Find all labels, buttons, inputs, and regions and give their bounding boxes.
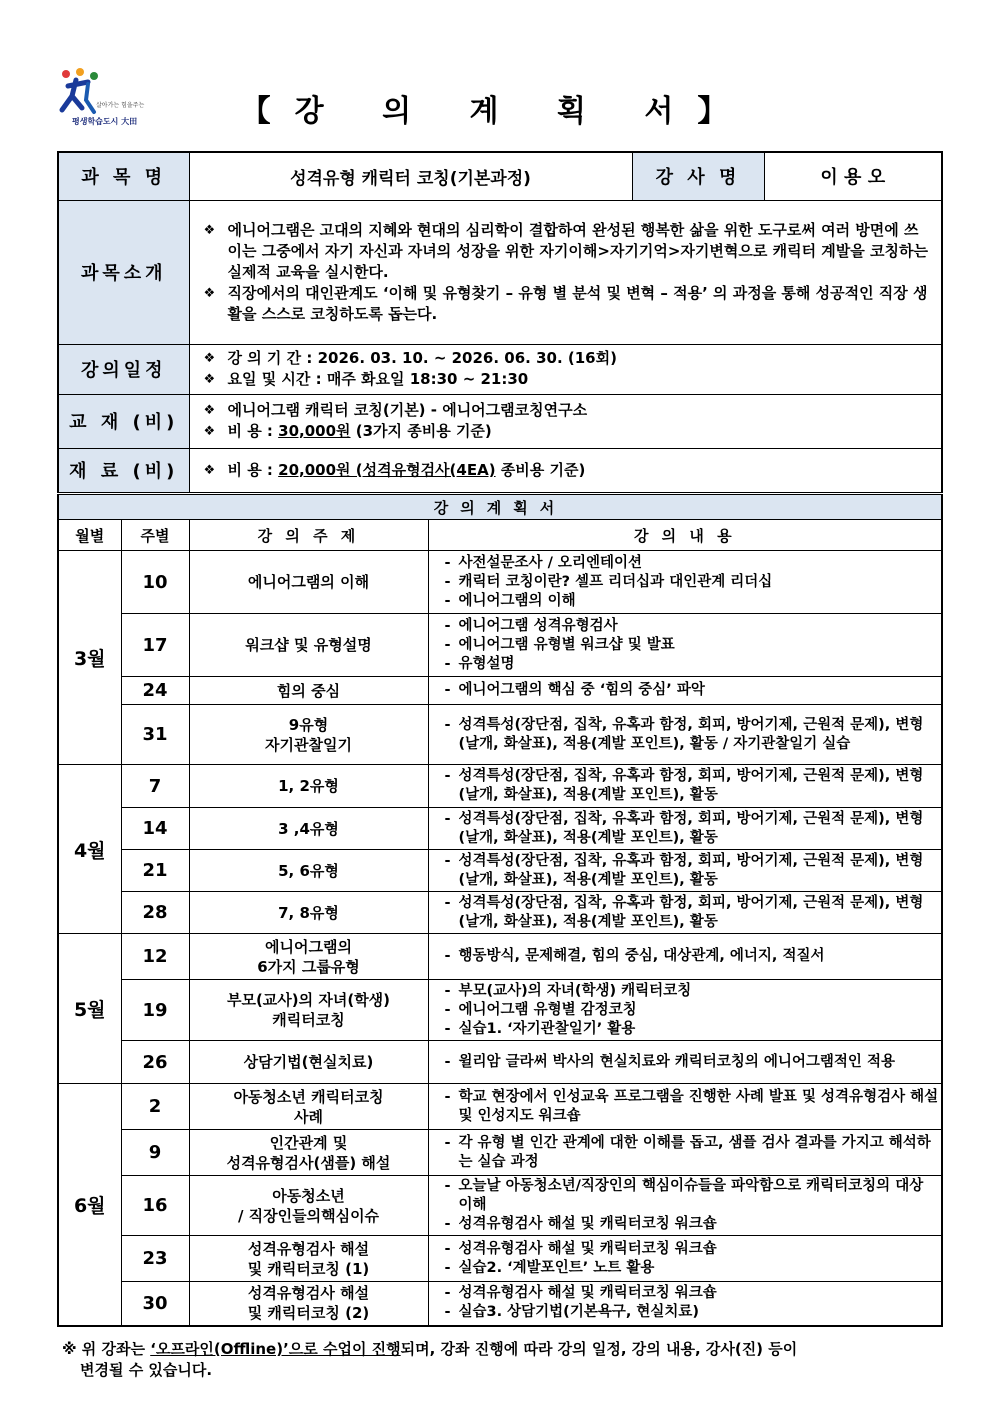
textbook-value (189, 394, 942, 448)
week-cell: 17 (121, 614, 189, 677)
plan-row (58, 980, 942, 1041)
col-content: 강 의 내 용 (428, 520, 942, 551)
content-line: - 에니어그램의 핵심 중 ‘힘의 중심’ 파악 (443, 681, 942, 700)
week-cell: 14 (121, 808, 189, 850)
intro-row (58, 200, 942, 344)
content-line: - 에니어그램 성격유형검사 (443, 617, 942, 636)
topic-line: 캐릭터코칭 (272, 1011, 345, 1029)
col-month: 월별 (58, 520, 121, 551)
content-cell (428, 934, 942, 980)
intro-item: ❖ 에니어그램은 고대의 지혜와 현대의 심리학이 결합하여 완성된 행복한 삶을 위한 도구로써 여러 방면에 쓰이는 그중에서 자기 자신과 자녀의 성장을 위한 자기이해>자기기억>자기변혁으로 캐릭터 계발을 코칭하는 실제적 교육을 실시한다. (204, 220, 941, 283)
content-line: - 에니어그램 유형별 워크샵 및 발표 (443, 636, 942, 655)
topic-line: 아동청소년 캐릭터코칭 (233, 1087, 384, 1106)
topic-line: 성격유형검사(샘플) 해설 (226, 1153, 391, 1172)
content-line: - 성격유형검사 해설 및 캐릭터코칭 워크숍 (443, 1240, 942, 1259)
plan-row (58, 1282, 942, 1326)
topic-cell (189, 934, 428, 980)
week-cell: 2 (121, 1084, 189, 1130)
schedule-label: 강의일정 (58, 344, 189, 394)
topic-line: 및 캐릭터코칭 (1) (247, 1259, 370, 1278)
logo-tagline: 살아가는 힘을주는 (96, 102, 145, 109)
schedule-value (189, 344, 942, 394)
content-cell (428, 892, 942, 934)
content-line: - 에니어그램의 이해 (443, 592, 942, 611)
content-line: - 유형설명 (443, 655, 942, 674)
week-cell: 7 (121, 765, 189, 808)
topic-line: 1, 2유형 (278, 777, 339, 795)
week-cell: 26 (121, 1041, 189, 1084)
schedule-item: ❖ 강 의 기 간 : 2026. 03. 10. ~ 2026. 06. 30. (16회) (204, 348, 941, 369)
instructor-value: 이 용 오 (764, 152, 942, 200)
week-cell: 23 (121, 1236, 189, 1282)
topic-cell (189, 892, 428, 934)
material-label: 재 료 (비) (58, 448, 189, 492)
topic-line: 상담기법(현실치료) (243, 1053, 374, 1071)
subject-label: 과 목 명 (58, 152, 189, 200)
footnote (62, 1339, 797, 1381)
content-line: - 오늘날 아동청소년/직장인의 핵심이슈들을 파악함으로 캐릭터코칭의 대상 이해 (443, 1177, 942, 1215)
topic-cell (189, 551, 428, 614)
content-line: - 각 유형 별 인간 관계에 대한 이해를 돕고, 샘플 검사 결과를 가지고 해석하는 실습 과정 (443, 1134, 942, 1172)
plan-row (58, 551, 942, 614)
content-line: - 사전설문조사 / 오리엔테이션 (443, 554, 942, 573)
topic-line: 워크샵 및 유형설명 (245, 636, 372, 654)
logo-city: 평생학습도시 大田 (72, 117, 138, 126)
plan-row (58, 892, 942, 934)
topic-cell (189, 808, 428, 850)
content-line: - 부모(교사)의 자녀(학생) 캐릭터코칭 (443, 982, 942, 1001)
topic-line: 사례 (294, 1107, 323, 1126)
content-line: - 성격유형검사 해설 및 캐릭터코칭 워크숍 (443, 1215, 942, 1234)
week-cell: 16 (121, 1176, 189, 1236)
content-line: - 성격특성(장단점, 집착, 유혹과 함정, 회피, 방어기제, 근원적 문제), 변형(날개, 화살표), 적용(계발 포인트), 활동 (443, 852, 942, 890)
month-cell: 4월 (58, 765, 121, 934)
plan-row (58, 614, 942, 677)
week-cell: 9 (121, 1130, 189, 1176)
plan-row (58, 934, 942, 980)
textbook-name: ❖ 에니어그램 캐릭터 코칭(기본) - 에니어그램코칭연구소 (204, 400, 941, 421)
topic-cell (189, 1041, 428, 1084)
content-cell (428, 1084, 942, 1130)
plan-row (58, 705, 942, 765)
intro-item: ❖ 직장에서의 대인관계도 ‘이해 및 유형찾기 – 유형 별 분석 및 변혁 – 적용’ 의 과정을 통해 성공적인 직장 생활을 스스로 코칭하도록 돕는다. (204, 283, 941, 325)
subject-row (58, 152, 942, 200)
topic-cell (189, 614, 428, 677)
content-cell (428, 1176, 942, 1236)
content-line: - 성격특성(장단점, 집착, 유혹과 함정, 회피, 방어기제, 근원적 문제), 변형(날개, 화살표), 적용(계발 포인트), 활동 (443, 894, 942, 932)
intro-label: 과목소개 (58, 200, 189, 344)
content-cell (428, 1041, 942, 1084)
material-cost: ❖ 비 용 : 20,000원 (성격유형검사(4EA) 종비용 기준) (204, 460, 941, 481)
week-cell: 10 (121, 551, 189, 614)
month-cell: 3월 (58, 551, 121, 765)
content-cell (428, 1236, 942, 1282)
week-cell: 28 (121, 892, 189, 934)
topic-cell (189, 765, 428, 808)
plan-row (58, 1130, 942, 1176)
material-value (189, 448, 942, 492)
col-week: 주별 (121, 520, 189, 551)
content-line: - 성격특성(장단점, 집착, 유혹과 함정, 회피, 방어기제, 근원적 문제), 변형(날개, 화살표), 적용(계발 포인트), 활동 / 자기관찰일기 실습 (443, 716, 942, 754)
content-line: - 성격유형검사 해설 및 캐릭터코칭 워크숍 (443, 1284, 942, 1303)
week-cell: 19 (121, 980, 189, 1041)
topic-line: 성격유형검사 해설 (247, 1239, 370, 1258)
plan-row (58, 808, 942, 850)
topic-cell (189, 1176, 428, 1236)
week-cell: 12 (121, 934, 189, 980)
footnote-line2: 변경될 수 있습니다. (80, 1361, 213, 1379)
instructor-label: 강 사 명 (632, 152, 764, 200)
topic-line: 인간관계 및 (269, 1133, 348, 1152)
week-cell: 30 (121, 1282, 189, 1326)
topic-line: / 직장인들의핵심이슈 (237, 1206, 380, 1225)
content-cell (428, 980, 942, 1041)
content-line: - 행동방식, 문제해결, 힘의 중심, 대상관계, 에너지, 적질서 (443, 947, 942, 966)
lecture-plan-table (57, 494, 943, 1327)
topic-line: 3 ,4유형 (278, 819, 339, 838)
content-line: - 에니어그램 유형별 감정코칭 (443, 1001, 942, 1020)
topic-line: 및 캐릭터코칭 (2) (247, 1304, 370, 1323)
month-cell: 6월 (58, 1084, 121, 1326)
content-cell (428, 808, 942, 850)
topic-line: 힘의 중심 (276, 681, 341, 700)
content-cell (428, 1130, 942, 1176)
topic-line: 6가지 그룹유형 (257, 957, 360, 976)
subject-value: 성격유형 캐릭터 코칭(기본과정) (189, 152, 632, 200)
topic-cell (189, 1084, 428, 1130)
schedule-row (58, 344, 942, 394)
content-cell (428, 850, 942, 892)
plan-row (58, 1041, 942, 1084)
topic-line: 에니어그램의 이해 (247, 573, 370, 591)
topic-line: 자기관찰일기 (265, 735, 352, 754)
content-cell (428, 1282, 942, 1326)
plan-row (58, 1176, 942, 1236)
page-title: 【강 의 계 획 서】 (240, 94, 752, 129)
topic-cell (189, 705, 428, 765)
content-cell (428, 705, 942, 765)
content-cell (428, 677, 942, 705)
course-info-table (57, 151, 943, 493)
col-topic: 강 의 주 제 (189, 520, 428, 551)
topic-line: 성격유형검사 해설 (247, 1284, 370, 1303)
content-line: - 실습2. ‘계발포인트’ 노트 활용 (443, 1259, 942, 1278)
topic-line: 5, 6유형 (278, 861, 339, 880)
topic-line: 부모(교사)의 자녀(학생) (226, 991, 391, 1009)
textbook-label: 교 재 (비) (58, 394, 189, 448)
topic-line: 9유형 (288, 715, 329, 734)
topic-cell (189, 850, 428, 892)
content-cell (428, 551, 942, 614)
intro-value (189, 200, 942, 344)
content-line: - 성격특성(장단점, 집착, 유혹과 함정, 회피, 방어기제, 근원적 문제), 변형(날개, 화살표), 적용(계발 포인트), 활동 (443, 810, 942, 848)
material-row (58, 448, 942, 492)
month-cell: 5월 (58, 934, 121, 1084)
textbook-cost: ❖ 비 용 : 30,000원 (3가지 종비용 기준) (204, 421, 941, 442)
topic-cell (189, 1236, 428, 1282)
topic-cell (189, 1282, 428, 1326)
plan-header-row (58, 520, 942, 551)
footnote-line1: ※ 위 강좌는 ‘오프라인(Offline)’으로 수업이 진행되며, 강좌 진행에 따라 강의 일정, 강의 내용, 강사(진) 등이 (62, 1340, 798, 1358)
plan-band-title: 강의계획서 (58, 495, 942, 520)
content-line: - 실습3. 상담기법(기본욕구, 현실치료) (443, 1303, 942, 1322)
plan-band (58, 495, 942, 520)
plan-row (58, 1084, 942, 1130)
content-line: - 캐릭터 코칭이란? 셀프 리더십과 대인관계 리더십 (443, 573, 942, 592)
content-cell (428, 765, 942, 808)
topic-cell (189, 677, 428, 705)
week-cell: 24 (121, 677, 189, 705)
topic-line: 7, 8유형 (278, 903, 339, 922)
topic-line: 아동청소년 (272, 1186, 345, 1205)
topic-cell (189, 980, 428, 1041)
textbook-row (58, 394, 942, 448)
content-line: - 윌리암 글라써 박사의 현실치료와 캐릭터코칭의 에니어그램적인 적용 (443, 1053, 942, 1072)
plan-row (58, 765, 942, 808)
content-line: - 학교 현장에서 인성교육 프로그램을 진행한 사례 발표 및 성격유형검사 해설 및 인성지도 워크숍 (443, 1088, 942, 1126)
content-cell (428, 614, 942, 677)
schedule-item: ❖ 요일 및 시간 : 매주 화요일 18:30 ~ 21:30 (204, 369, 941, 390)
content-line: - 성격특성(장단점, 집착, 유혹과 함정, 회피, 방어기제, 근원적 문제), 변형(날개, 화살표), 적용(계발 포인트), 활동 (443, 767, 942, 805)
week-cell: 21 (121, 850, 189, 892)
plan-row (58, 850, 942, 892)
plan-row (58, 677, 942, 705)
week-cell: 31 (121, 705, 189, 765)
topic-line: 에니어그램의 (265, 937, 352, 956)
topic-cell (189, 1130, 428, 1176)
plan-row (58, 1236, 942, 1282)
content-line: - 실습1. ‘자기관찰일기’ 활용 (443, 1020, 942, 1039)
